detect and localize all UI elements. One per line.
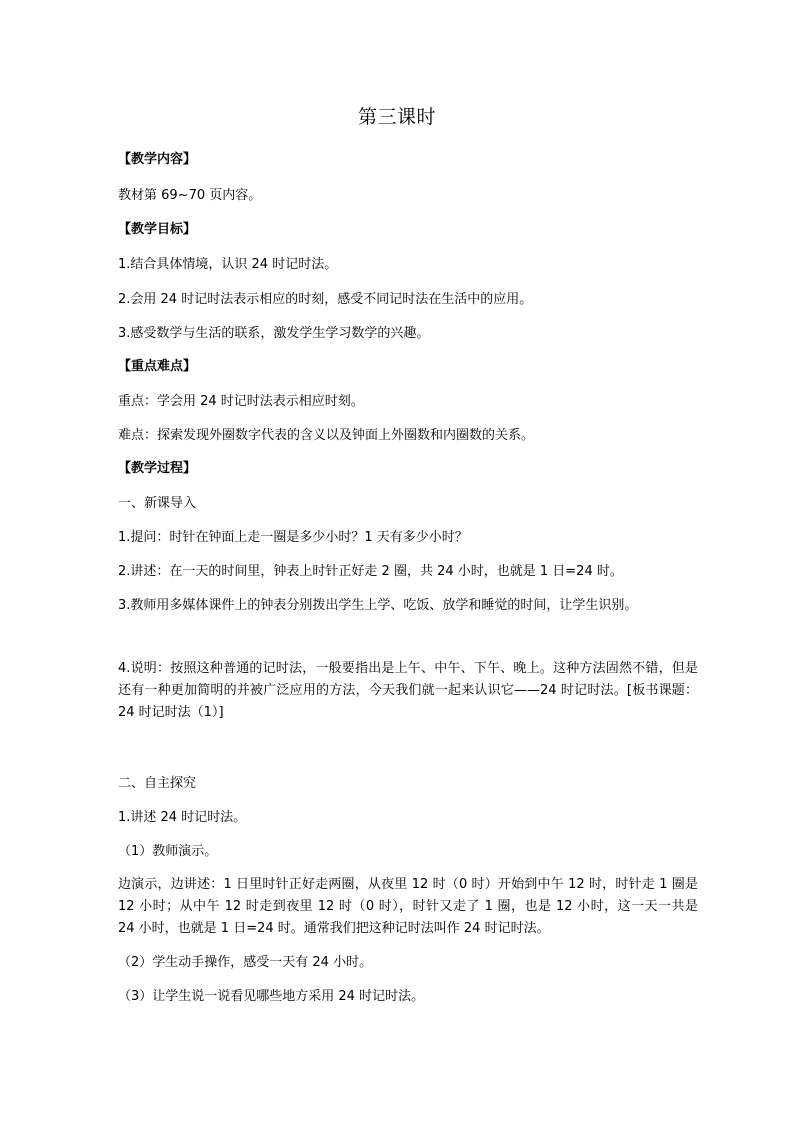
part1-heading: 一、新课导入 [118, 496, 197, 511]
part1-item-1: 1.提问：时针在钟面上走一圈是多少小时？1 天有多少小时？ [118, 530, 468, 545]
page-title: 第三课时 [357, 106, 436, 128]
teaching-goals-heading: 【教学目标】 [118, 222, 197, 237]
part2-sub-2: （2）学生动手操作，感受一天有 24 小时。 [118, 955, 373, 970]
part2-heading: 二、自主探究 [118, 776, 197, 791]
part2-sub-3: （3）让学生说一说看见哪些地方采用 24 时记时法。 [118, 989, 425, 1004]
part2-sub-1: （1）教师演示。 [118, 844, 218, 859]
goal-item-2: 2.会用 24 时记时法表示相应的时刻，感受不同记时法在生活中的应用。 [118, 292, 533, 307]
part1-item-4: 4.说明：按照这种普通的记时法，一般要指出是上午、中午、下午、晚上。这种方法固然不错，但是还有一种更加简明的并被广泛应用的方法，今天我们就一起来认识它——24 时记时法。[板书课题：24 时记时法（1）] [118, 661, 698, 720]
part2-demo-text: 边演示，边讲述：1 日里时针正好走两圈，从夜里 12 时（0 时）开始到中午 12 时，时针走 1 圈是 12 小时；从中午 12 时走到夜里 12 时（0 时），时针又走了 1 圈，也是 12 小时，这一天一共是 24 小时，也就是 1 日=24 时。通常我们把这种记时法叫作 24 时记时法。 [118, 877, 698, 936]
part1-item-2: 2.讲述：在一天的时间里，钟表上时针正好走 2 圈，共 24 小时，也就是 1 日=24 时。 [118, 564, 623, 579]
key-points-heading: 【重点难点】 [118, 359, 197, 374]
goal-item-1: 1.结合具体情境，认识 24 时记时法。 [118, 257, 338, 272]
difficult-point-text: 难点：探索发现外圈数字代表的含义以及钟面上外圈数和内圈数的关系。 [118, 428, 535, 443]
key-point-text: 重点：学会用 24 时记时法表示相应时刻。 [118, 394, 364, 409]
teaching-content-text: 教材第 69~70 页内容。 [118, 188, 262, 203]
goal-item-3: 3.感受数学与生活的联系，激发学生学习数学的兴趣。 [118, 326, 430, 341]
part1-item-3: 3.教师用多媒体课件上的钟表分别拨出学生上学、吃饭、放学和睡觉的时间，让学生识别。 [118, 598, 638, 613]
teaching-process-heading: 【教学过程】 [118, 461, 197, 476]
teaching-content-heading: 【教学内容】 [118, 152, 197, 167]
part2-item-1: 1.讲述 24 时记时法。 [118, 810, 247, 825]
